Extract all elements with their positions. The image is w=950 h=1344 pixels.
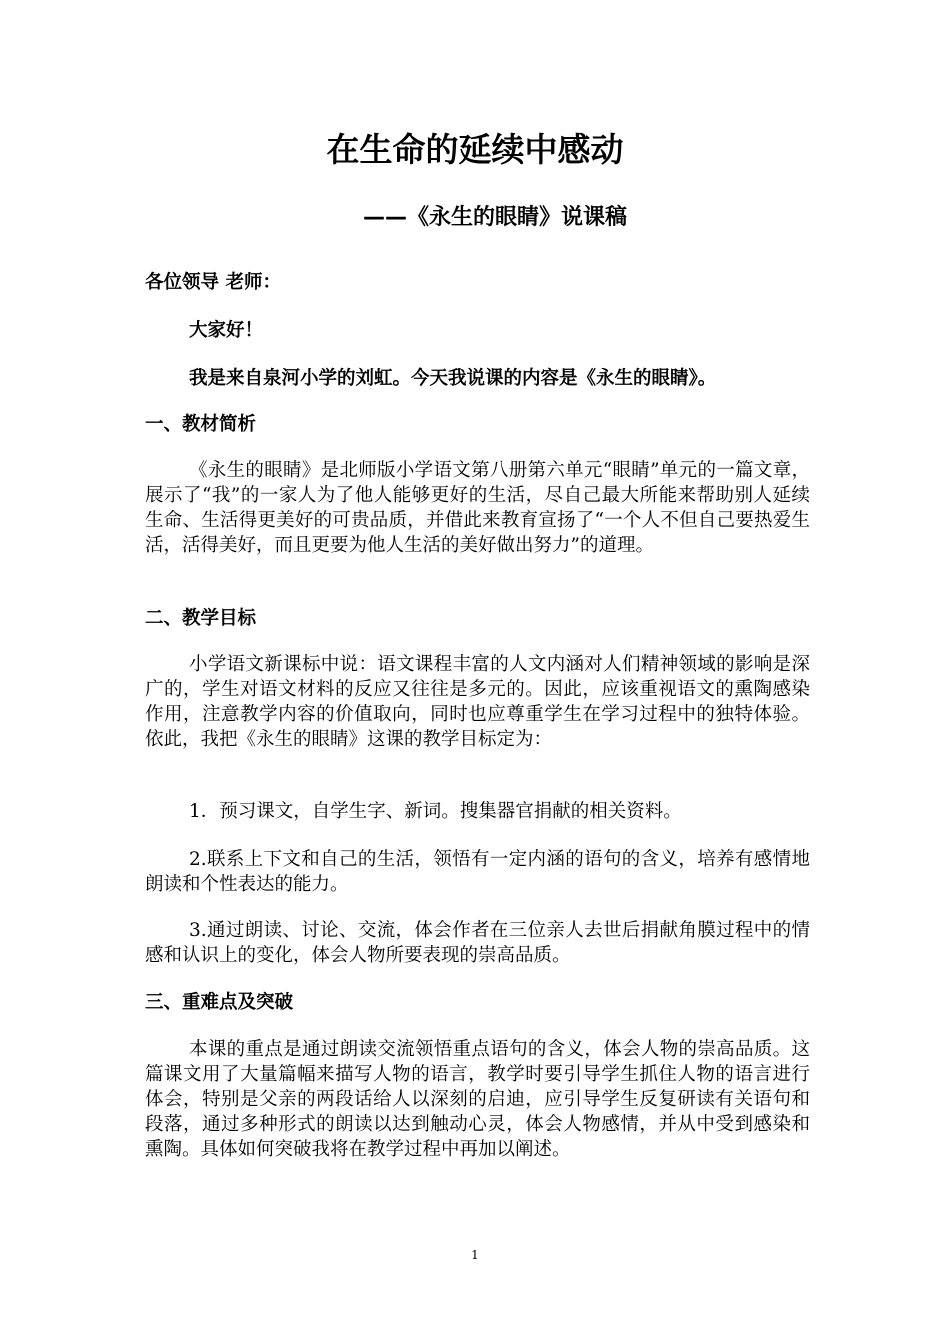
document-title: 在生命的延续中感动 <box>326 130 624 169</box>
goal-item-2: 2.联系上下文和自己的生活，领悟有一定内涵的语句的含义，培养有感情地朗读和个性表达的能力。 <box>145 849 810 895</box>
salutation: 各位领导 老师： <box>145 272 281 293</box>
document-subtitle: ——《永生的眼睛》说课稿 <box>362 205 627 230</box>
paragraph-key-points: 本课的重点是通过朗读交流领悟重点语句的含义，体会人物的崇高品质。这篇课文用了大量篇幅来描写人物的语言，教学时要引导学生抓住人物的语言进行体会，特别是父亲的两段话给人以深刻的启迪，应引导学生反复研读有关语句和段落，通过多种形式的朗读以达到触动心灵，体会人物感情，并从中受到感染和熏陶。具体如何突破我将在教学过程中再加以阐述。 <box>145 1039 810 1160</box>
greeting: 大家好！ <box>189 320 264 341</box>
section-heading-1: 一、教材简析 <box>145 414 257 435</box>
page-number: 1 <box>471 1248 479 1262</box>
goal-item-3: 3.通过朗读、讨论、交流，体会作者在三位亲人去世后捐献角膜过程中的情感和认识上的变化，体会人物所要表现的崇高品质。 <box>145 920 810 966</box>
paragraph-textbook-analysis: 《永生的眼睛》是北师版小学语文第八册第六单元“眼睛”单元的一篇文章，展示了“我”的一家人为了他人能够更好的生活，尽自己最大所能来帮助别人延续生命、生活得更美好的可贵品质，并借此来教育宣扬了“一个人不但自己要热爱生活，活得美好，而且更要为他人生活的美好做出努力”的道理。 <box>145 460 810 556</box>
paragraph-teaching-goals-intro: 小学语文新课标中说：语文课程丰富的人文内涵对人们精神领域的影响是深广的，学生对语文材料的反应又往往是多元的。因此，应该重视语文的熏陶感染作用，注意教学内容的价值取向，同时也应尊重学生在学习过程中的独特体验。依此，我把《永生的眼睛》这课的教学目标定为： <box>145 654 810 750</box>
intro-line: 我是来自泉河小学的刘虹。今天我说课的内容是《永生的眼睛》。 <box>189 368 717 389</box>
section-heading-2: 二、教学目标 <box>145 608 257 629</box>
section-heading-3: 三、重难点及突破 <box>145 992 294 1013</box>
goal-item-1: 1．预习课文，自学生字、新词。搜集器官捐献的相关资料。 <box>189 801 682 822</box>
